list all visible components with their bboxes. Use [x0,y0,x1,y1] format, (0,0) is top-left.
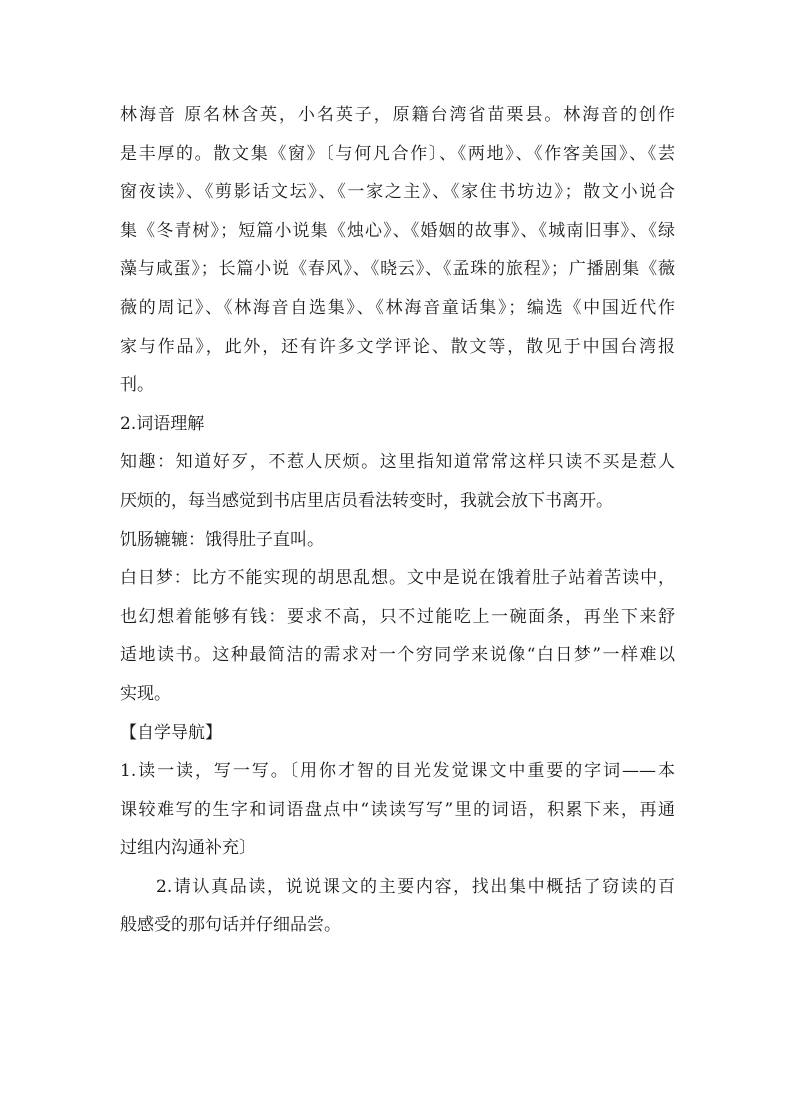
task-1 [120,752,675,868]
text-line: 家与作品》，此外，还有许多文学评论、散文等，散见于中国台湾报 [120,336,675,357]
text-line: 藻与咸蛋》；长篇小说《春风》、《晓云》、《孟珠的旅程》；广播剧集《薇 [120,259,675,280]
text-line: 也幻想着能够有钱：要求不高，只不过能吃上一碗面条，再坐下来舒 [120,606,675,627]
text-line: 般感受的那句话并仔细品尝。 [120,915,341,936]
text-line: 课较难写的生字和词语盘点中“读读写写”里的词语，积累下来，再通 [120,799,675,820]
task-2 [120,868,675,945]
text-line: 厌烦的，每当感觉到书店里店员看法转变时，我就会放下书离开。 [120,490,613,511]
text-line: 是丰厚的。散文集《窗》〔与何凡合作〕、《两地》、《作客美国》、《芸 [120,143,675,164]
text-line: 适地读书。这种最简洁的需求对一个穷同学来说像“白日梦”一样难以 [120,645,675,666]
text-line: 知趣：知道好歹，不惹人厌烦。这里指知道常常这样只读不买是惹人 [120,452,675,473]
text-line: 过组内沟通补充〕 [120,838,256,859]
author-bio-paragraph [120,96,675,405]
text-line: 1.读一读，写一写。〔用你才智的目光发觉课文中重要的字词——本 [120,761,675,782]
vocab-zhiqu [120,443,675,520]
text-line: 窗夜读》、《剪影话文坛》、《一家之主》、《家住书坊边》；散文小说合 [120,182,675,203]
text-line: 集《冬青树》；短篇小说集《烛心》、《婚姻的故事》、《城南旧事》、《绿 [120,220,675,241]
text-line: 林海音 原名林含英，小名英子，原籍台湾省苗栗县。林海音的创作 [120,105,675,125]
text-line: 薇的周记》、《林海音自选集》、《林海音童话集》；编选《中国近代作 [120,297,675,318]
vocab-bairimeng [120,559,675,713]
vocab-heading: 2.词语理解 [120,413,205,434]
text-line: 实现。 [120,683,171,704]
vocab-jichang: 饥肠辘辘：饿得肚子直叫。 [120,529,324,550]
text-line: 刊。 [120,375,154,396]
document-body [120,96,675,945]
text-line: 白日梦：比方不能实现的胡思乱想。文中是说在饿着肚子站着苦读中， [120,568,675,589]
text-line: 2.请认真品读，说说课文的主要内容，找出集中概括了窃读的百 [156,876,675,897]
guide-heading: 【自学导航】 [120,722,222,743]
